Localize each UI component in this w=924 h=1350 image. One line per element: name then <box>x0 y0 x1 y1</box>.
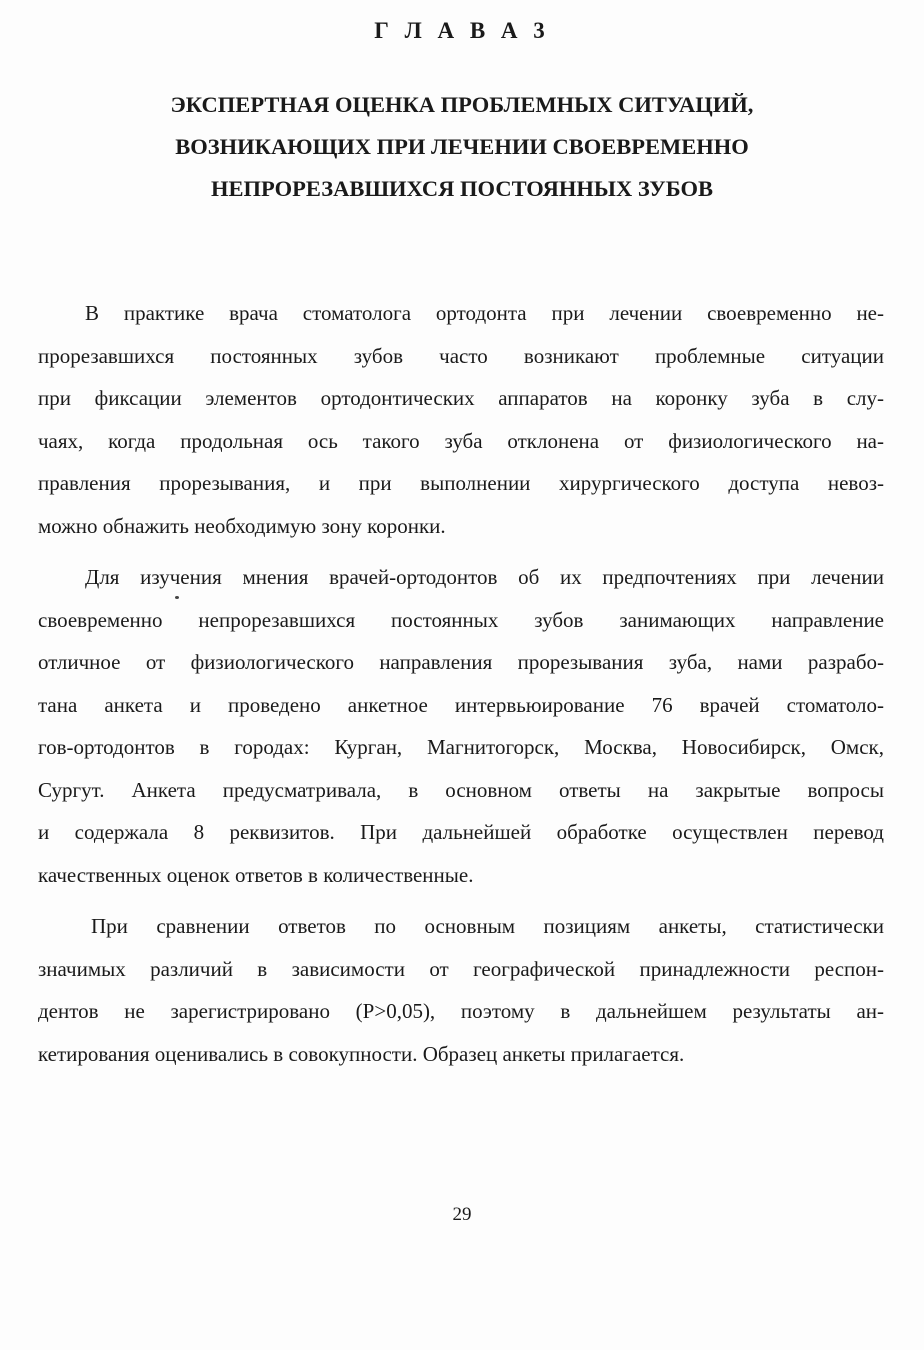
chapter-title-line: ЭКСПЕРТНАЯ ОЦЕНКА ПРОБЛЕМНЫХ СИТУАЦИЙ, <box>170 92 754 117</box>
chapter-title-line: ВОЗНИКАЮЩИХ ПРИ ЛЕЧЕНИИ СВОЕВРЕМЕННО <box>175 134 749 159</box>
text-line: Сургут. Анкета предусматривала, в основном ответы на закрытые вопросы <box>38 777 884 802</box>
chapter-title-line: НЕПРОРЕЗАВШИХСЯ ПОСТОЯННЫХ ЗУБОВ <box>211 176 713 201</box>
text-line: кетирования оценивались в совокупности. Образец анкеты прилагается. <box>38 1041 685 1066</box>
text-line: качественных оценок ответов в количественные. <box>38 862 474 887</box>
page-number: 29 <box>452 1204 472 1225</box>
text-line: правления прорезывания, и при выполнении хирургического доступа невоз- <box>38 471 884 495</box>
text-line: при фиксации элементов ортодонтических аппаратов на коронку зуба в слу- <box>38 386 884 410</box>
text-line: значимых различий в зависимости от географической принадлежности респон- <box>38 956 884 981</box>
text-line: тана анкета и проведено анкетное интервьюирование 76 врачей стоматоло- <box>38 692 884 717</box>
text-line: В практике врача стоматолога ортодонта при лечении своевременно не- <box>85 301 884 325</box>
paragraph <box>38 905 884 1075</box>
text-line: отличное от физиологического направления прорезывания зуба, нами разрабо- <box>38 650 884 674</box>
text-line: чаях, когда продольная ось такого зуба отклонена от физиологического на- <box>38 428 884 453</box>
text-line: гов-ортодонтов в городах: Курган, Магнитогорск, Москва, Новосибирск, Омск, <box>38 735 884 759</box>
body-text <box>38 292 884 1075</box>
text-line: Для изучения мнения врачей-ортодонтов об их предпочтениях при лечении <box>85 565 884 589</box>
text-line: При сравнении ответов по основным позициям анкеты, статистически <box>91 914 884 938</box>
text-line: своевременно непрорезавшихся постоянных зубов занимающих направление <box>38 607 884 632</box>
paragraph <box>38 292 884 547</box>
text-line: можно обнажить необходимую зону коронки. <box>38 513 446 538</box>
chapter-title <box>100 84 824 210</box>
text-line: прорезавшихся постоянных зубов часто возникают проблемные ситуации <box>38 343 884 368</box>
scan-speck <box>175 596 179 599</box>
text-line: и содержала 8 реквизитов. При дальнейшей обработке осуществлен перевод <box>38 820 884 844</box>
text-line: дентов не зарегистрировано (Р>0,05), поэтому в дальнейшем результаты ан- <box>38 999 884 1023</box>
chapter-heading: Г Л А В А 3 <box>374 18 550 43</box>
paragraph <box>38 556 884 896</box>
